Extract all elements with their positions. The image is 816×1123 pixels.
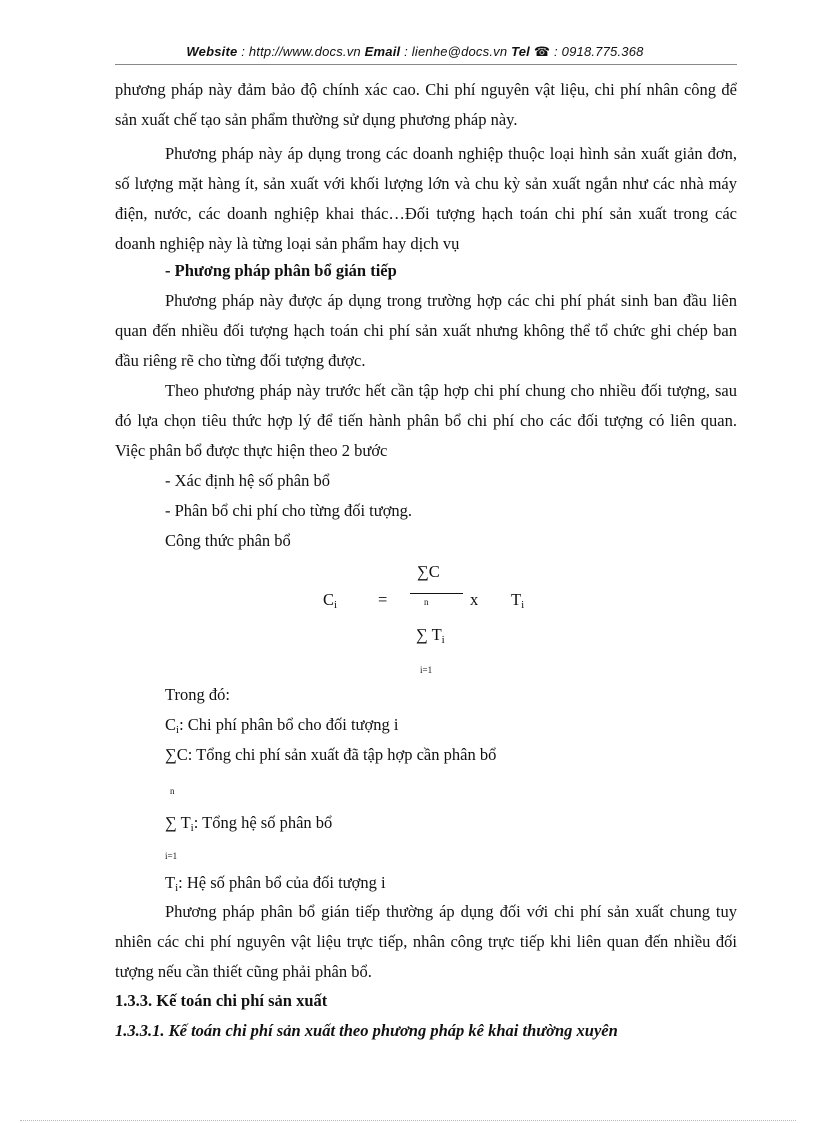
- website-value: : http://www.docs.vn: [237, 44, 365, 59]
- paragraph-5: Phương pháp phân bổ gián tiếp thường áp dụng đối với chi phí sản xuất chung tuy nhiên các chi phí nguyên vật liệu trực tiếp, nhân công trực tiếp khi liên quan đến nhiều đối tượng nếu cần thiết cũng phải phân bổ.: [115, 902, 737, 981]
- formula-times: x: [470, 590, 479, 609]
- section-1-3-3-1-heading: 1.3.3.1. Kế toán chi phí sản xuất theo phương pháp kê khai thường xuyên: [115, 1021, 618, 1040]
- paragraph-2: Phương pháp này áp dụng trong các doanh nghiệp thuộc loại hình sản xuất giản đơn, số lượng mặt hàng ít, sản xuất với khối lượng lớn và chu kỳ sản xuất ngắn như các nhà máy điện, nước, các doanh nghiệp khai thác…Đối tượng hạch toán chi phí sản xuất trong các doanh nghiệp này là từng loại sản phẩm hay dịch vụ: [115, 144, 737, 253]
- formula-equals: =: [378, 590, 388, 609]
- tel-label: Tel: [511, 44, 530, 59]
- formula-sum-lower: i=1: [420, 665, 433, 675]
- website-label: Website: [186, 44, 238, 59]
- header-divider: [115, 64, 737, 65]
- definition-sum-t-lower: i=1: [165, 851, 178, 861]
- formula-rhs: $T_i$: [511, 590, 525, 611]
- heading-indirect-method: - Phương pháp phân bổ gián tiếp: [165, 261, 397, 280]
- definition-sum-t-upper: n: [170, 786, 175, 796]
- paragraph-4: Theo phương pháp này trước hết cần tập hợp chi phí chung cho nhiều đối tượng, sau đó lựa chọn tiêu thức hợp lý để tiến hành phân bổ chi phí cho các đối tượng có liên quan. Việc phân bổ được thực hiện theo 2 bước: [115, 381, 737, 460]
- page-bottom-edge: [20, 1120, 796, 1121]
- phone-icon: ☎: [533, 44, 551, 59]
- paragraph-3: Phương pháp này được áp dụng trong trường hợp các chi phí phát sinh ban đầu liên quan đến nhiều đối tượng hạch toán chi phí sản xuất nhưng không thể tổ chức ghi chép ban đầu riêng rẽ cho từng đối tượng được.: [115, 291, 737, 370]
- formula-lhs: $C_i$: [323, 590, 338, 611]
- definition-sum-t: ∑ $T_i$: Tổng hệ số phân bổ: [165, 813, 333, 834]
- step-1: - Xác định hệ số phân bổ: [165, 471, 330, 490]
- email-label: Email: [364, 44, 401, 59]
- page-header: [115, 44, 715, 60]
- formula-numerator: ∑C: [417, 562, 440, 581]
- email-value: : lienhe@docs.vn: [400, 44, 512, 59]
- definition-ci: $C_i$: Chi phí phân bổ cho đối tượng i: [165, 715, 399, 736]
- formula-label: Công thức phân bổ: [165, 531, 291, 550]
- definition-ti: $T_i$: Hệ số phân bổ của đối tượng i: [165, 873, 386, 894]
- step-2: - Phân bổ chi phí cho từng đối tượng.: [165, 501, 413, 520]
- section-1-3-3-heading: 1.3.3. Kế toán chi phí sản xuất: [115, 991, 328, 1010]
- tel-value: : 0918.775.368: [550, 44, 644, 59]
- definition-sum-c: ∑C: Tổng chi phí sản xuất đã tập hợp cần phân bổ: [165, 745, 497, 764]
- where-label: Trong đó:: [165, 685, 230, 704]
- paragraph-1: phương pháp này đảm bảo độ chính xác cao. Chi phí nguyên vật liệu, chi phí nhân công để sản xuất chế tạo sản phẩm thường sử dụng phương pháp này.: [115, 80, 737, 129]
- formula-sum-upper: n: [424, 597, 429, 607]
- fraction-bar: [410, 593, 463, 594]
- formula-denominator: ∑ $T_i$: [416, 625, 445, 646]
